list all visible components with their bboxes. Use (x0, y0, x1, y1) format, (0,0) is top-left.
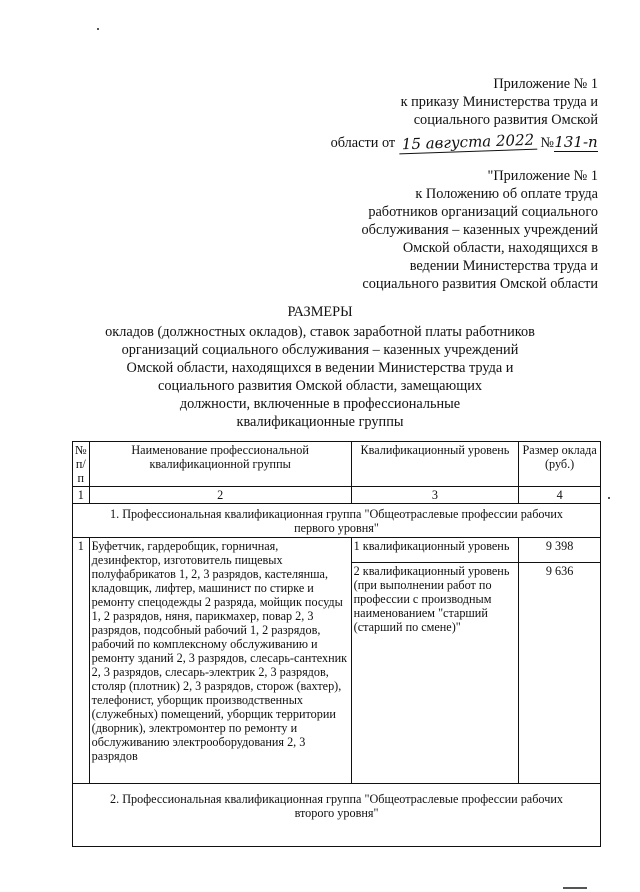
document-title (72, 303, 568, 431)
column-number-row (73, 487, 601, 504)
document-subtitle-line: квалификационные группы (236, 414, 404, 430)
section-title: 2. Профессиональная квалификационная группа "Общеотраслевые профессии рабочих второго уровня" (73, 784, 601, 847)
document-subtitle-line: организаций социального обслуживания – казенных учреждений (121, 342, 519, 358)
scan-speck (97, 28, 99, 30)
order-reference-line: социального развития Омской (413, 112, 598, 128)
header-level: Квалификационный уровень (351, 442, 519, 487)
annex-line: работников организаций социального (368, 204, 598, 220)
column-number: 4 (519, 487, 601, 504)
table-header-row (73, 442, 601, 487)
handwritten-date: 15 августа 2022 (398, 131, 537, 155)
annex-line: "Приложение № 1 (487, 168, 598, 184)
salary-table (72, 441, 601, 847)
header-group: Наименование профессиональной квалификационной группы (89, 442, 351, 487)
column-number: 2 (89, 487, 351, 504)
scan-speck (563, 887, 587, 889)
annex-line: обслуживания – казенных учреждений (361, 222, 598, 238)
row-level: 1 квалификационный уровень (351, 538, 519, 563)
order-date-prefix: области от (330, 135, 396, 151)
row-num: 1 (73, 538, 90, 784)
column-number: 3 (351, 487, 519, 504)
table-row (73, 538, 601, 563)
scan-speck (608, 497, 610, 499)
annex-line: ведении Министерства труда и (409, 258, 598, 274)
row-level: 2 квалификационный уровень (при выполнении работ по профессии с производным наименованием "старший (старший по смене)" (351, 563, 519, 784)
order-number-prefix: № (540, 135, 554, 151)
document-subtitle-line: Омской области, находящихся в ведении Министерства труда и (126, 360, 514, 376)
order-reference-line: Приложение № 1 (493, 76, 598, 92)
handwritten-number: 131-п (554, 133, 598, 151)
header-num: № п/п (73, 442, 90, 487)
row-group: Буфетчик, гардеробщик, горничная, дезинфектор, изготовитель пищевых полуфабрикатов 1, 2, 3 разрядов, кастелянша, кладовщик, лифтер, машинист по стирке и ремонту спецодежды 2 разряда, мойщик посуды 1, 2 разрядов, няня, парикмахер, повар 2, 3 разрядов, подсобный рабочий 1, 2 разрядов, рабочий по комплексному обслуживанию и ремонту зданий 2, 3 разрядов, слесарь-сантехник 2, 3 разрядов, слесарь-электрик 2, 3 разрядов, столяр (плотник) 2, 3 разрядов, сторож (вахтер), телефонист, уборщик производственных (служебных) помещений, уборщик территории (дворник), электромонтер по ремонту и обслуживанию электрооборудования 2, 3 разрядов (89, 538, 351, 784)
row-salary: 9 636 (519, 563, 601, 784)
row-salary: 9 398 (519, 538, 601, 563)
document-heading: РАЗМЕРЫ (287, 304, 353, 320)
header-salary: Размер оклада (руб.) (519, 442, 601, 487)
document-subtitle-line: окладов (должностных окладов), ставок заработной платы работников (105, 324, 535, 340)
column-number: 1 (73, 487, 90, 504)
order-reference (331, 75, 598, 152)
document-subtitle-line: должности, включенные в профессиональные (179, 396, 461, 412)
annex-line: Омской области, находящихся в (402, 240, 598, 256)
annex-line: к Положению об оплате труда (415, 186, 598, 202)
section-row (73, 784, 601, 847)
document-subtitle-line: социального развития Омской области, замещающих (157, 378, 483, 394)
annex-reference (362, 167, 598, 293)
section-title: 1. Профессиональная квалификационная группа "Общеотраслевые профессии рабочих первого уровня" (73, 504, 601, 538)
order-date-line (330, 130, 598, 154)
annex-line: социального развития Омской области (362, 276, 598, 292)
section-row (73, 504, 601, 538)
order-reference-line: к приказу Министерства труда и (400, 94, 598, 110)
